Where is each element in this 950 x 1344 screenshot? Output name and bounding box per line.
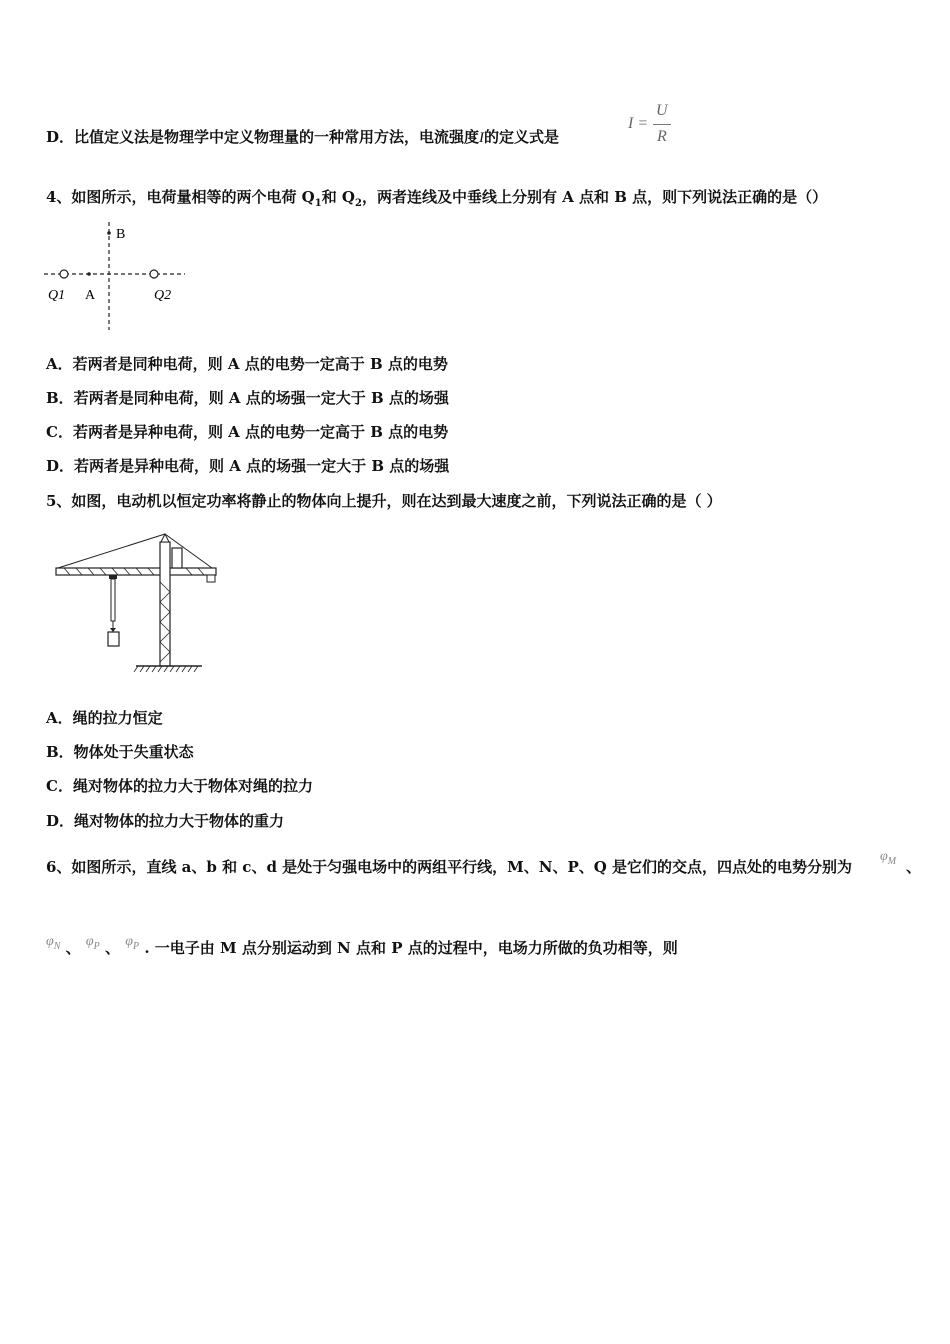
- label-b: B: [116, 227, 126, 242]
- q4-option-d: D．若两者是异种电荷，则 A 点的场强一定大于 B 点的场强: [46, 457, 450, 475]
- formula-fraction-bar: [653, 124, 671, 125]
- phi-n-symbol: φ: [46, 934, 54, 949]
- q3-current-symbol: I: [479, 130, 485, 146]
- q5-crane-figure: [50, 530, 225, 678]
- trolley: [109, 575, 117, 579]
- phi-p2-sub: P: [133, 940, 140, 952]
- q6-continuation: [46, 932, 678, 958]
- q5-option-d: D．绳对物体的拉力大于物体的重力: [46, 812, 285, 830]
- point-a-dot: [87, 272, 91, 276]
- formula-lhs: I =: [628, 115, 649, 132]
- q5-stem: 5、如图，电动机以恒定功率将静止的物体向上提升，则在达到最大速度之前，下列说法正确的是（ ）: [46, 492, 722, 510]
- q4-option-b: B．若两者是同种电荷，则 A 点的场强一定大于 B 点的场强: [46, 389, 449, 407]
- phi-p2-symbol: φ: [125, 934, 133, 949]
- label-q2: Q2: [154, 288, 172, 303]
- q4-stem-b: 和 Q: [321, 188, 355, 206]
- q4-stem-c: ，两者连线及中垂线上分别有 A 点和 B 点，则下列说法正确的是（）: [361, 188, 828, 206]
- q4-option-c: C．若两者是异种电荷，则 A 点的电势一定高于 B 点的电势: [46, 423, 449, 441]
- q5-option-a: A．绳的拉力恒定: [46, 709, 163, 727]
- charge-q2-icon: [150, 270, 158, 278]
- q6-sep-1: 、: [906, 858, 922, 876]
- phi-m-sub: M: [887, 855, 897, 867]
- q4-stem-a: 4、如图所示，电荷量相等的两个电荷 Q: [46, 188, 315, 206]
- q4-charges-figure: [40, 218, 190, 333]
- phi-m-symbol: φ: [880, 849, 888, 864]
- crane-jib: [56, 568, 216, 575]
- rope: [111, 579, 115, 621]
- phi-p: [85, 934, 100, 952]
- q3-option-d-text: D．比值定义法是物理学中定义物理量的一种常用方法，电流强度: [46, 128, 480, 146]
- phi-m: [880, 849, 896, 867]
- phi-n-sub: N: [53, 940, 61, 952]
- q6-stem-text: 6、如图所示，直线 a、b 和 c、d 是处于匀强电场中的两组平行线，M、N、P、Q 是它们的交点，四点处的电势分别为: [46, 858, 853, 876]
- q4-sub1: 1: [314, 198, 322, 209]
- q6-sep-2: 、: [65, 939, 81, 957]
- label-q1: Q1: [48, 288, 66, 303]
- q4-option-a: A．若两者是同种电荷，则 A 点的电势一定高于 B 点的电势: [46, 355, 448, 373]
- charge-q1-icon: [60, 270, 68, 278]
- q3-option-d: [46, 127, 559, 148]
- phi-p-sub: P: [93, 940, 100, 952]
- phi-p2: [125, 934, 140, 952]
- q5-option-c: C．绳对物体的拉力大于物体对绳的拉力: [46, 777, 313, 795]
- q3-option-d-end: 的定义式是: [484, 128, 560, 146]
- q4-stem: [46, 187, 827, 214]
- q4-sub2: 2: [355, 198, 362, 209]
- q6-stem: [46, 857, 852, 877]
- label-a: A: [85, 288, 96, 303]
- phi-n: [46, 934, 61, 952]
- crane-cab: [172, 548, 182, 568]
- formula-numerator: U: [656, 102, 668, 119]
- formula-denominator: R: [657, 128, 667, 145]
- q5-option-b: B．物体处于失重状态: [46, 743, 194, 761]
- counterweight: [207, 575, 215, 582]
- q6-sep-3: 、: [105, 939, 121, 957]
- q6-cont-text: . 一电子由 M 点分别运动到 N 点和 P 点的过程中，电场力所做的负功相等，则: [144, 939, 678, 957]
- load-box: [108, 632, 119, 646]
- phi-p-symbol: φ: [85, 934, 94, 949]
- point-b-dot: [107, 231, 111, 235]
